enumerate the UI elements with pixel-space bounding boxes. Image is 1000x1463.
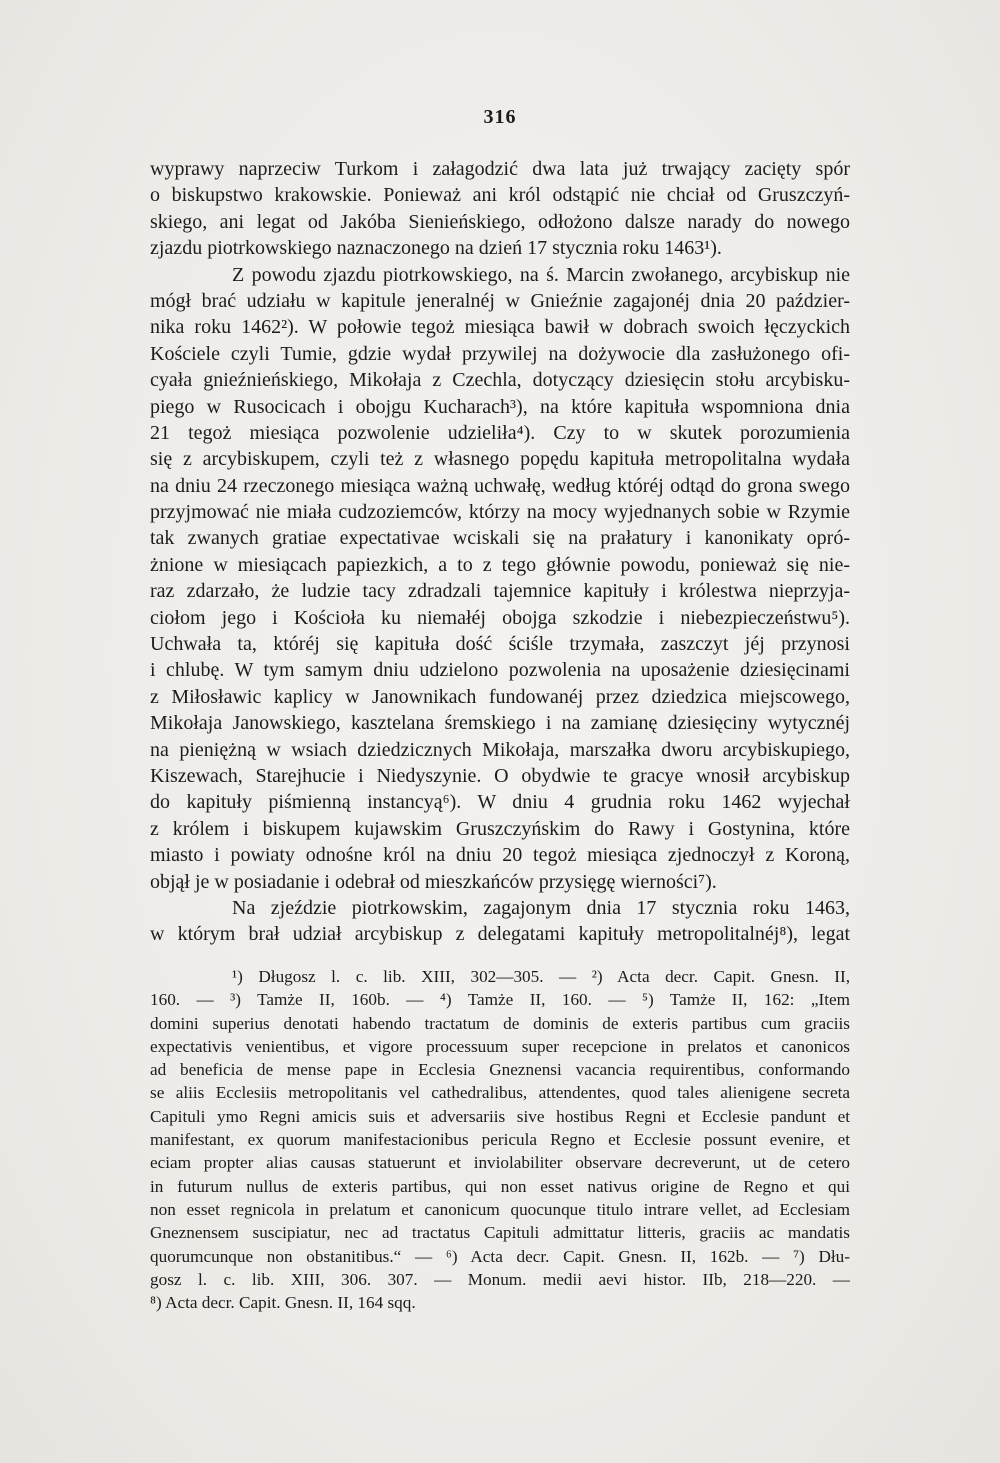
text-line: cyała gnieźnieńskiego, Mikołaja z Czechla, dotyczący dziesięcin stołu arcybisku-	[150, 369, 850, 392]
footnote-line: ¹) Długosz l. c. lib. XIII, 302—305. — ²) Acta decr. Capit. Gnesn. II,	[232, 967, 850, 986]
text-line: z Miłosławic kaplicy w Janownikach fundowanéj przez dziedzica miejscowego,	[150, 685, 850, 708]
text-line: piego w Rusocicach i obojgu Kucharach³), na które kapituła wspomniona dnia	[150, 395, 850, 418]
text-line: przyjmować nie miała cudzoziemców, którzy na mocy wyjednanych sobie w Rzymie	[150, 501, 850, 524]
footnote-line: gosz l. c. lib. XIII, 306. 307. — Monum. medii aevi histor. IIb, 218—220. —	[150, 1269, 850, 1289]
text-line: z królem i biskupem kujawskim Gruszczyńskim do Rawy i Gostynina, które	[150, 817, 850, 840]
text-line: Kościele czyli Tumie, gdzie wydał przywilej na dożywocie dla zasłużonego ofi-	[150, 342, 850, 365]
text-line: Mikołaja Janowskiego, kasztelana śremskiego i na zamianę dziesięciny wytycznéj	[150, 712, 850, 735]
footnote-line: expectativis venientibus, et vigore processuum super recepcione in prelatos et canonicos	[150, 1036, 850, 1056]
footnote-line: domini superius denotati habendo tractatum de dominis de exteris partibus cum graciis	[150, 1013, 850, 1033]
text-line: mógł brać udziału w kapitule jeneralnéj w Gnieźnie zagajonéj dnia 20 paździer-	[150, 289, 850, 312]
text-line: 21 tegoż miesiąca pozwolenie udzieliła⁴). Czy to w skutek porozumienia	[150, 421, 850, 444]
text-line: i chlubę. W tym samym dniu udzielono pozwolenia na uposażenie dziesięcinami	[150, 659, 850, 682]
text-line: zjazdu piotrkowskiego naznaczonego na dzień 17 stycznia roku 1463¹).	[150, 237, 722, 260]
page-number: 316	[483, 106, 517, 128]
text-line: Na zjeździe piotrkowskim, zagajonym dnia 17 stycznia roku 1463,	[232, 896, 850, 919]
text-line: Z powodu zjazdu piotrkowskiego, na ś. Marcin zwołanego, arcybiskup nie	[232, 263, 850, 286]
footnote-line: ⁸) Acta decr. Capit. Gnesn. II, 164 sqq.	[150, 1293, 416, 1313]
text-line: objął je w posiadanie i odebrał od mieszkańców przysięgę wierności⁷).	[150, 870, 717, 893]
text-line: do kapituły piśmienną instancyą⁶). W dniu 4 grudnia roku 1462 wyjechał	[150, 791, 850, 814]
text-line: raz zdarzało, że ludzie tacy zdradzali tajemnice kapituły i królestwa nieprzyja-	[150, 580, 850, 603]
footnote-line: non esset regnicola in prelatum et canonicum quocunque titulo intrare vellet, ad Ecclesiam	[150, 1199, 850, 1219]
footnote-line: Capituli ymo Regni amicis suis et adversariis sive hostibus Regni et Ecclesie pandunt et	[150, 1106, 850, 1126]
text-line: wyprawy naprzeciw Turkom i załagodzić dwa lata już trwający zacięty spór	[150, 158, 850, 180]
text-line: skiego, ani legat od Jakóba Sienieńskiego, odłożono dalsze narady do nowego	[150, 210, 850, 233]
text-line: miasto i powiaty odnośne król na dniu 20 tegoż miesiąca zjednoczył z Koroną,	[150, 844, 850, 867]
text-line: na pieniężną w wsiach dziedzicznych Mikołaja, marszałka dworu arcybiskupiego,	[150, 738, 850, 761]
footnote-line: quorumcunque non obstanitibus.“ — ⁶) Acta decr. Capit. Gnesn. II, 162b. — ⁷) Dłu-	[150, 1246, 850, 1266]
text-line: nika roku 1462²). W połowie tegoż miesiąca bawił w dobrach swoich łęczyckich	[150, 316, 850, 339]
footnote-line: ad beneficia de mense pape in Ecclesia Gneznensi vacancia requirentibus, conformando	[150, 1060, 850, 1080]
text-line: Kiszewach, Starejhucie i Niedyszynie. O obydwie te gracye wnosił arcybiskup	[150, 764, 850, 787]
text-line: ciołom jego i Kościoła ku niemałéj obojga szkodzie i niebezpieczeństwu⁵).	[150, 606, 850, 629]
footnotes	[150, 965, 850, 1314]
text-line: Uchwała ta, któréj się kapituła dość ściśle trzymała, zaszczyt jéj przynosi	[150, 633, 850, 656]
footnote-line: se aliis Ecclesiis metropolitanis vel cathedralibus, attendentes, quod tales alienigene secreta	[150, 1083, 850, 1103]
text-line: się z arcybiskupem, czyli też z własnego popędu kapituła metropolitalna wydała	[150, 448, 850, 471]
text-line: w którym brał udział arcybiskup z delegatami kapituły metropolitalnéj⁸), legat	[150, 923, 850, 946]
footnote-line: eciam propter alias causas statuerunt et inviolabiliter observare decreverunt, ut de cetero	[150, 1153, 850, 1173]
footnote-line: in futurum nullus de exteris partibus, qui non esset nativus origine de Regno et qui	[150, 1176, 850, 1196]
main-text	[150, 156, 850, 948]
text-line: na dniu 24 rzeczonego miesiąca ważną uchwałę, według któréj odtąd do grona swego	[150, 474, 850, 497]
footnote-line: manifestant, ex quorum manifestacionibus pericula Regno et Ecclesie possunt evenire, et	[150, 1130, 850, 1150]
text-line: o biskupstwo krakowskie. Ponieważ ani król odstąpić nie chciał od Gruszczyń-	[150, 184, 850, 207]
footnote-line: 160. — ³) Tamże II, 160b. — ⁴) Tamże II, 160. — ⁵) Tamże II, 162: „Item	[150, 990, 850, 1010]
text-line: tak zwanych gratiae expectativae wciskali się na prałatury i kanonikaty opró-	[150, 527, 850, 550]
text-line: żnione w miesiącach papiezkich, a to z tego głównie powodu, ponieważ się nie-	[150, 553, 850, 576]
footnote-line: Gneznensem suscipiatur, nec ad tractatus Capituli admittatur litteris, graciis ac mandatis	[150, 1223, 850, 1243]
